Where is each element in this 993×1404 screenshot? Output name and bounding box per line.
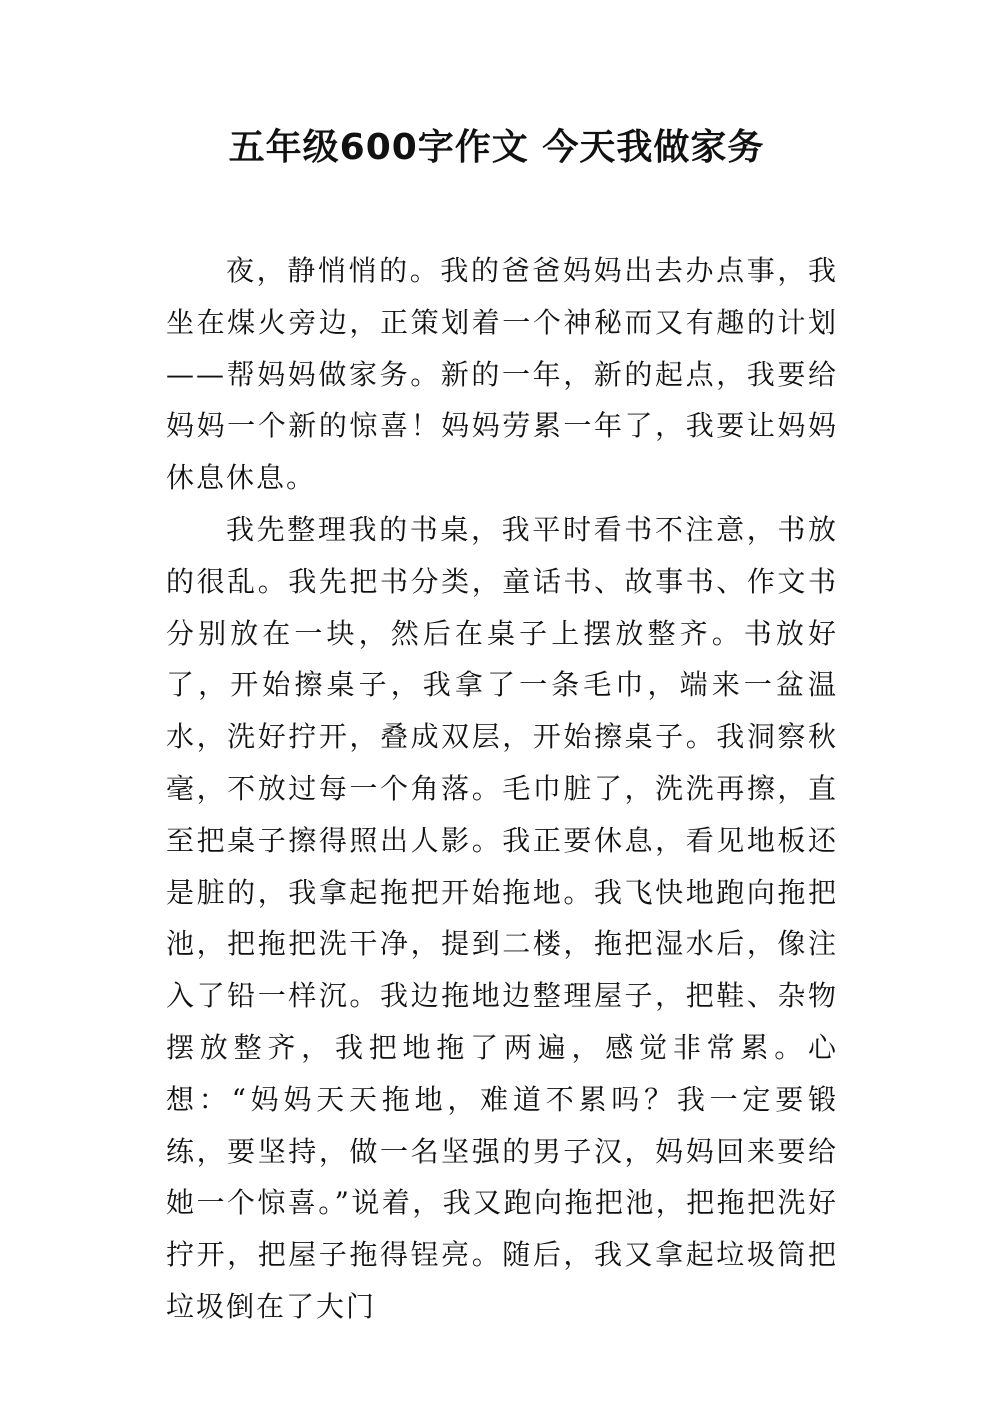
- paragraph-2: 我先整理我的书桌，我平时看书不注意，书放的很乱。我先把书分类，童话书、故事书、作文书分别放在一块，然后在桌子上摆放整齐。书放好了，开始擦桌子，我拿了一条毛巾，端来一盆温水，洗好拧开，叠成双层，开始擦桌子。我洞察秋毫，不放过每一个角落。毛巾脏了，洗洗再擦，直至把桌子擦得照出人影。我正要休息，看见地板还是脏的，我拿起拖把开始拖地。我飞快地跑向拖把池，把拖把洗干净，提到二楼，拖把湿水后，像注入了铅一样沉。我边拖地边整理屋子，把鞋、杂物摆放整齐，我把地拖了两遍，感觉非常累。心想：“妈妈天天拖地，难道不累吗？我一定要锻练，要坚持，做一名坚强的男子汉，妈妈回来要给她一个惊喜。”说着，我又跑向拖把池，把拖把洗好拧开，把屋子拖得锃亮。随后，我又拿起垃圾筒把垃圾倒在了大门: [166, 512, 838, 1323]
- essay-body: [166, 245, 838, 1333]
- paragraph-1: 夜，静悄悄的。我的爸爸妈妈出去办点事，我坐在煤火旁边，正策划着一个神秘而又有趣的计划——帮妈妈做家务。新的一年，新的起点，我要给妈妈一个新的惊喜！妈妈劳累一年了，我要让妈妈休息休息。: [166, 254, 838, 495]
- page-title: 五年级600字作文 今天我做家务: [228, 127, 765, 168]
